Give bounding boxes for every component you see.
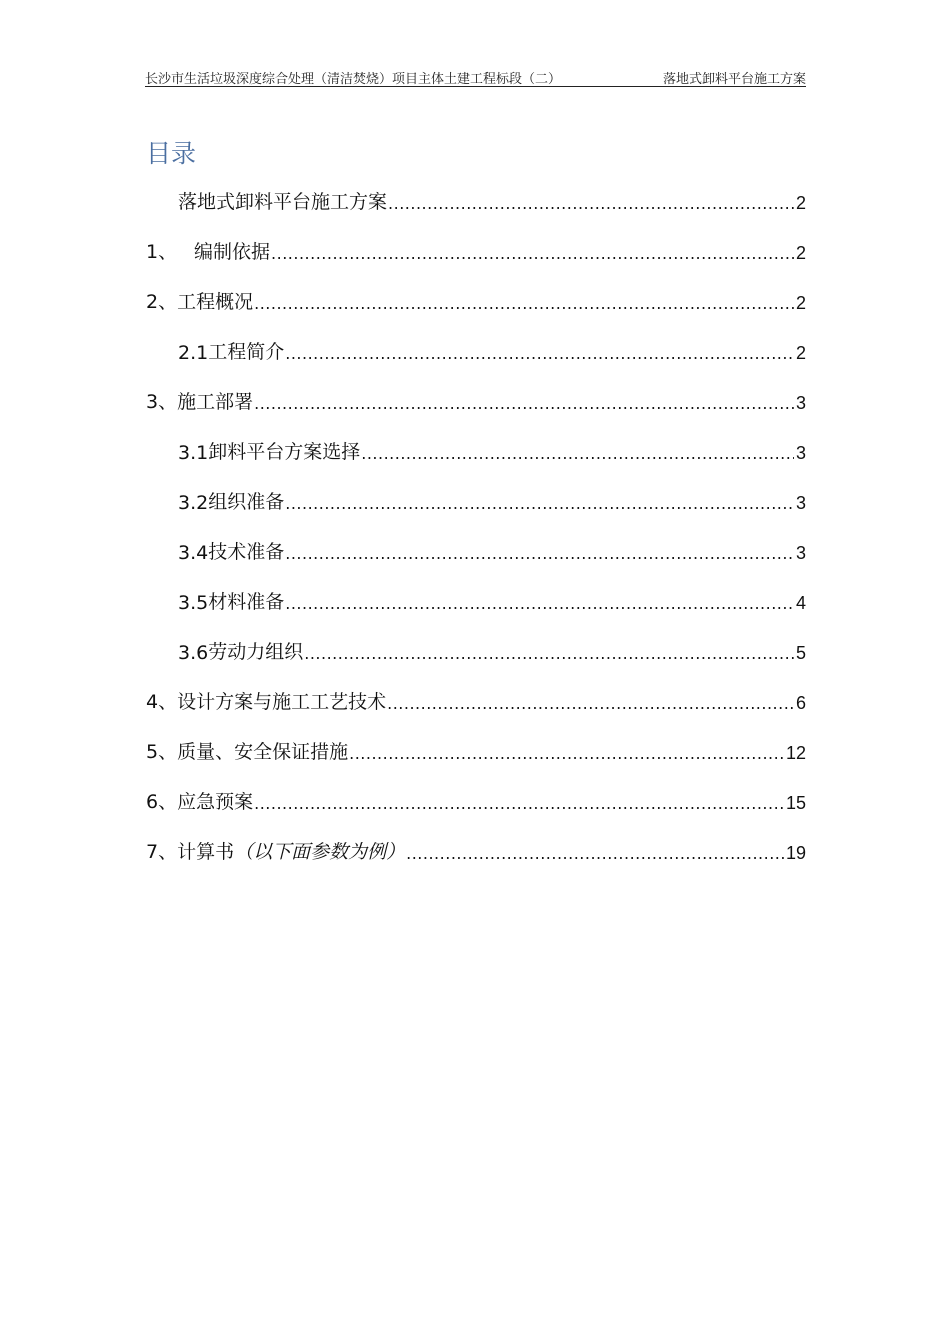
- toc-dot-leader: [406, 844, 784, 864]
- toc-entry-number: 3.2: [178, 492, 209, 514]
- toc-dot-leader: [254, 394, 794, 414]
- toc-page-number: 3: [795, 393, 806, 413]
- toc-page-number: 2: [795, 243, 806, 263]
- toc-entry-number: 1、: [146, 241, 178, 263]
- toc-entry[interactable]: [146, 286, 806, 314]
- toc-entry-number: 7、: [146, 841, 178, 863]
- toc-entry[interactable]: [146, 836, 806, 864]
- toc-entry-number: 3.1: [178, 442, 209, 464]
- toc-entry-title: 卸料平台方案选择: [208, 441, 361, 463]
- toc-entry[interactable]: [178, 636, 806, 664]
- toc-entry[interactable]: [178, 336, 806, 364]
- toc-page-number: 2: [795, 343, 806, 363]
- toc-dot-leader: [304, 644, 794, 664]
- toc-entry-number: 3、: [146, 391, 178, 413]
- toc-entry-number: 2.1: [178, 342, 209, 364]
- toc-entry-title: 材料准备: [208, 591, 285, 613]
- toc-entry-number: 2、: [146, 291, 178, 313]
- toc-entry[interactable]: [146, 386, 806, 414]
- toc-entry-title: 技术准备: [208, 541, 285, 563]
- toc-entry-title: 设计方案与施工工艺技术: [177, 691, 387, 713]
- toc-page-number: 6: [795, 693, 806, 713]
- toc-entry[interactable]: [178, 486, 806, 514]
- toc-entry[interactable]: [178, 536, 806, 564]
- toc-entry-title: 工程概况: [177, 291, 254, 313]
- toc-page-number: 15: [785, 793, 806, 813]
- toc-entry-number: 4、: [146, 691, 178, 713]
- toc-entry[interactable]: [178, 186, 806, 214]
- toc-entry-title: 劳动力组织: [208, 641, 304, 663]
- toc-page-number: 4: [795, 593, 806, 613]
- toc-dot-leader: [285, 594, 794, 614]
- toc-entry[interactable]: [146, 736, 806, 764]
- toc-dot-leader: [387, 694, 794, 714]
- toc-entry[interactable]: [146, 786, 806, 814]
- toc-page-number: 2: [795, 193, 806, 213]
- toc-page-number: 5: [795, 643, 806, 663]
- toc-page-number: 12: [785, 743, 806, 763]
- toc-entry-number: 3.4: [178, 542, 209, 564]
- toc-page-number: 19: [785, 843, 806, 863]
- toc-page-number: 3: [795, 543, 806, 563]
- toc-entry-title: 落地式卸料平台施工方案: [178, 191, 388, 213]
- toc-entry-title: 应急预案: [177, 791, 254, 813]
- toc-entry-title: 组织准备: [208, 491, 285, 513]
- toc-dot-leader: [254, 794, 784, 814]
- toc-entry-number: 3.5: [178, 592, 209, 614]
- toc-entry[interactable]: [146, 686, 806, 714]
- toc-entry-title: 质量、安全保证措施: [177, 741, 349, 763]
- toc-entry-number: 5、: [146, 741, 178, 763]
- toc-entry-title: 编制依据: [194, 241, 271, 263]
- toc-dot-leader: [254, 294, 794, 314]
- toc-dot-leader: [271, 244, 794, 264]
- header-project-title: 长沙市生活垃圾深度综合处理（清洁焚烧）项目主体土建工程标段（二）: [145, 72, 562, 87]
- page-header: [145, 66, 806, 87]
- toc-page-number: 3: [795, 443, 806, 463]
- toc-entry[interactable]: [178, 586, 806, 614]
- toc-dot-leader: [361, 444, 794, 464]
- toc-dot-leader: [285, 544, 794, 564]
- toc-entry-title: 计算书: [177, 841, 235, 863]
- toc-entry[interactable]: [178, 436, 806, 464]
- toc-heading: 目录: [146, 139, 197, 168]
- toc-page-number: 2: [795, 293, 806, 313]
- header-document-title: 落地式卸料平台施工方案: [662, 72, 806, 87]
- toc-entry-title: 工程简介: [208, 341, 285, 363]
- toc-dot-leader: [388, 194, 794, 214]
- toc-dot-leader: [349, 744, 784, 764]
- toc-entry-subtitle: （以下面参数为例）: [234, 841, 406, 863]
- toc-page-number: 3: [795, 493, 806, 513]
- toc-entry[interactable]: [146, 236, 806, 264]
- toc-dot-leader: [285, 344, 794, 364]
- toc-entry-number: 6、: [146, 791, 178, 813]
- toc-entry-title: 施工部署: [177, 391, 254, 413]
- toc-dot-leader: [285, 494, 794, 514]
- toc-entry-number: 3.6: [178, 642, 209, 664]
